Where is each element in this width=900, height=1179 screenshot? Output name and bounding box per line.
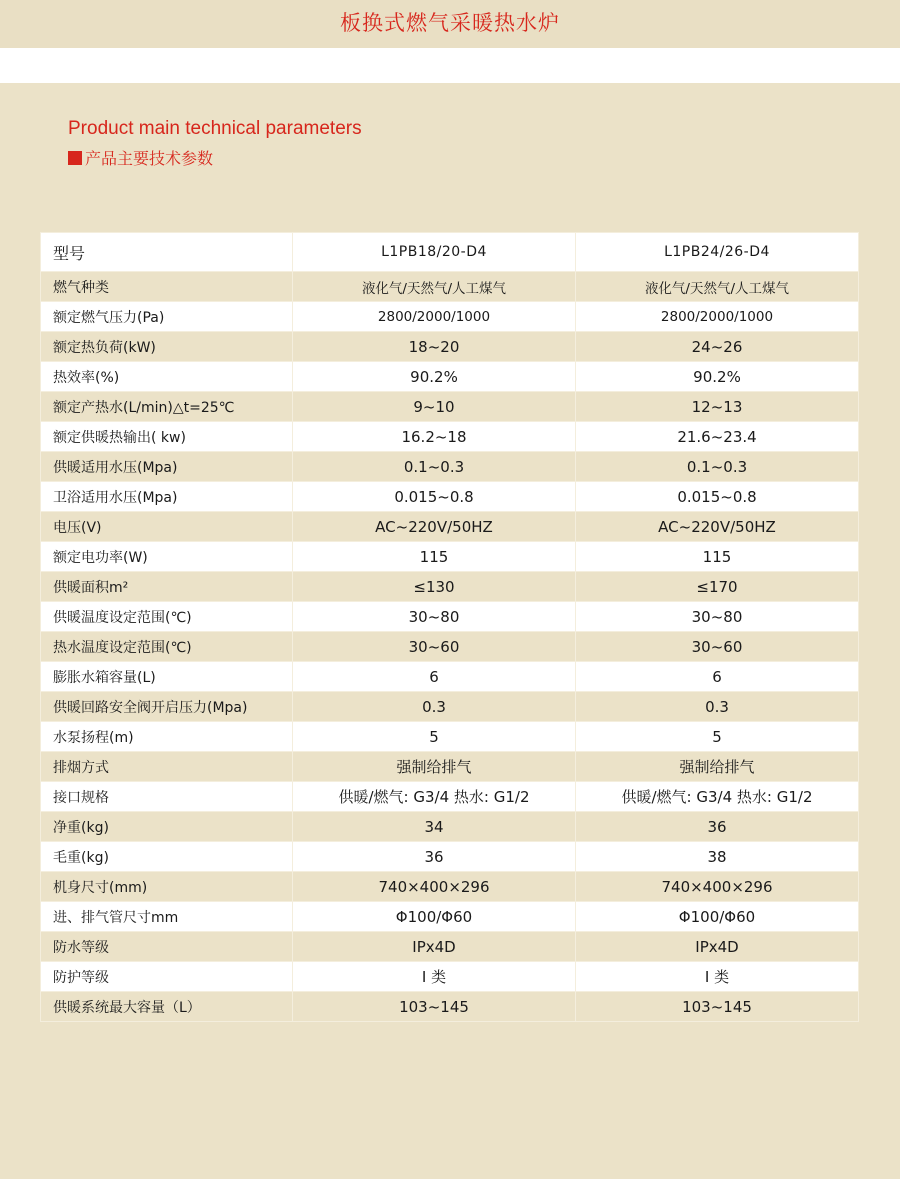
row-value-model-a: 34 (293, 812, 576, 842)
row-value-model-a: 90.2% (293, 362, 576, 392)
row-label: 供暖回路安全阀开启压力(Mpa) (41, 692, 293, 722)
row-value-model-b: 0.3 (576, 692, 859, 722)
section-heading-chinese (68, 146, 213, 169)
row-label: 接口规格 (41, 782, 293, 812)
row-value-model-b: Φ100/Φ60 (576, 902, 859, 932)
row-value-model-a: 18~20 (293, 332, 576, 362)
row-label: 防水等级 (41, 932, 293, 962)
row-label: 电压(V) (41, 512, 293, 542)
row-value-model-b: 30~60 (576, 632, 859, 662)
row-value-model-a: 103~145 (293, 992, 576, 1022)
row-value-model-b: 5 (576, 722, 859, 752)
table-row (41, 302, 859, 332)
table-row (41, 662, 859, 692)
row-value-model-a: 0.015~0.8 (293, 482, 576, 512)
row-value-model-b: 0.015~0.8 (576, 482, 859, 512)
row-value-model-b: 强制给排气 (576, 752, 859, 782)
row-value-model-a: 5 (293, 722, 576, 752)
table-row (41, 992, 859, 1022)
row-label: 供暖系统最大容量（L） (41, 992, 293, 1022)
table-row (41, 962, 859, 992)
row-value-model-a: 30~80 (293, 602, 576, 632)
row-value-model-a: 液化气/天然气/人工煤气 (293, 272, 576, 302)
row-label: 热水温度设定范围(℃) (41, 632, 293, 662)
table-row (41, 842, 859, 872)
table-row (41, 452, 859, 482)
table-row (41, 542, 859, 572)
row-label: 防护等级 (41, 962, 293, 992)
row-value-model-b: 21.6~23.4 (576, 422, 859, 452)
header-label: 型号 (41, 233, 293, 272)
row-value-model-a: 6 (293, 662, 576, 692)
row-label: 额定供暖热输出( kw) (41, 422, 293, 452)
row-value-model-a: I 类 (293, 962, 576, 992)
row-value-model-a: IPx4D (293, 932, 576, 962)
row-value-model-a: ≤130 (293, 572, 576, 602)
table-row (41, 512, 859, 542)
table-row (41, 482, 859, 512)
table-row (41, 392, 859, 422)
row-value-model-b: IPx4D (576, 932, 859, 962)
table-row (41, 272, 859, 302)
header-model-a: L1PB18/20-D4 (293, 233, 576, 272)
row-label: 热效率(%) (41, 362, 293, 392)
row-label: 毛重(kg) (41, 842, 293, 872)
row-value-model-a: 36 (293, 842, 576, 872)
row-label: 净重(kg) (41, 812, 293, 842)
table-row (41, 692, 859, 722)
row-value-model-b: 38 (576, 842, 859, 872)
table-row (41, 872, 859, 902)
row-value-model-b: 36 (576, 812, 859, 842)
table-row (41, 782, 859, 812)
row-label: 额定热负荷(kW) (41, 332, 293, 362)
row-value-model-b: AC~220V/50HZ (576, 512, 859, 542)
header-model-b: L1PB24/26-D4 (576, 233, 859, 272)
row-value-model-b: I 类 (576, 962, 859, 992)
row-label: 水泵扬程(m) (41, 722, 293, 752)
row-value-model-b: 90.2% (576, 362, 859, 392)
row-value-model-b: 103~145 (576, 992, 859, 1022)
row-value-model-b: 30~80 (576, 602, 859, 632)
page-title: 板换式燃气采暖热水炉 (340, 11, 560, 35)
row-label: 额定电功率(W) (41, 542, 293, 572)
row-value-model-b: 740×400×296 (576, 872, 859, 902)
spec-table-body (41, 233, 859, 1022)
row-value-model-a: Φ100/Φ60 (293, 902, 576, 932)
table-header-row (41, 233, 859, 272)
row-value-model-a: 115 (293, 542, 576, 572)
row-value-model-a: AC~220V/50HZ (293, 512, 576, 542)
table-row (41, 932, 859, 962)
row-label: 膨胀水箱容量(L) (41, 662, 293, 692)
row-value-model-a: 16.2~18 (293, 422, 576, 452)
spec-table (40, 232, 859, 1022)
section-heading-chinese-text: 产品主要技术参数 (85, 149, 214, 168)
row-label: 卫浴适用水压(Mpa) (41, 482, 293, 512)
table-row (41, 602, 859, 632)
row-label: 供暖面积m² (41, 572, 293, 602)
row-value-model-b: 24~26 (576, 332, 859, 362)
row-label: 供暖温度设定范围(℃) (41, 602, 293, 632)
row-value-model-b: 2800/2000/1000 (576, 302, 859, 332)
bullet-square-icon (68, 151, 82, 165)
row-value-model-b: 供暖/燃气: G3/4 热水: G1/2 (576, 782, 859, 812)
row-value-model-a: 0.1~0.3 (293, 452, 576, 482)
table-row (41, 632, 859, 662)
table-row (41, 422, 859, 452)
row-value-model-a: 740×400×296 (293, 872, 576, 902)
row-value-model-b: 6 (576, 662, 859, 692)
table-row (41, 332, 859, 362)
row-value-model-a: 供暖/燃气: G3/4 热水: G1/2 (293, 782, 576, 812)
row-value-model-a: 2800/2000/1000 (293, 302, 576, 332)
table-row (41, 722, 859, 752)
row-label: 排烟方式 (41, 752, 293, 782)
row-value-model-a: 9~10 (293, 392, 576, 422)
row-label: 燃气种类 (41, 272, 293, 302)
row-value-model-b: 12~13 (576, 392, 859, 422)
table-row (41, 752, 859, 782)
section-heading-english: Product main technical parameters (68, 118, 362, 139)
row-label: 供暖适用水压(Mpa) (41, 452, 293, 482)
row-value-model-b: 115 (576, 542, 859, 572)
row-label: 进、排气管尺寸mm (41, 902, 293, 932)
table-row (41, 362, 859, 392)
row-label: 机身尺寸(mm) (41, 872, 293, 902)
row-value-model-b: ≤170 (576, 572, 859, 602)
row-value-model-b: 0.1~0.3 (576, 452, 859, 482)
row-value-model-a: 强制给排气 (293, 752, 576, 782)
table-row (41, 812, 859, 842)
row-label: 额定燃气压力(Pa) (41, 302, 293, 332)
row-value-model-a: 0.3 (293, 692, 576, 722)
table-row (41, 572, 859, 602)
table-row (41, 902, 859, 932)
row-value-model-a: 30~60 (293, 632, 576, 662)
row-value-model-b: 液化气/天然气/人工煤气 (576, 272, 859, 302)
row-label: 额定产热水(L/min)△t=25℃ (41, 392, 293, 422)
